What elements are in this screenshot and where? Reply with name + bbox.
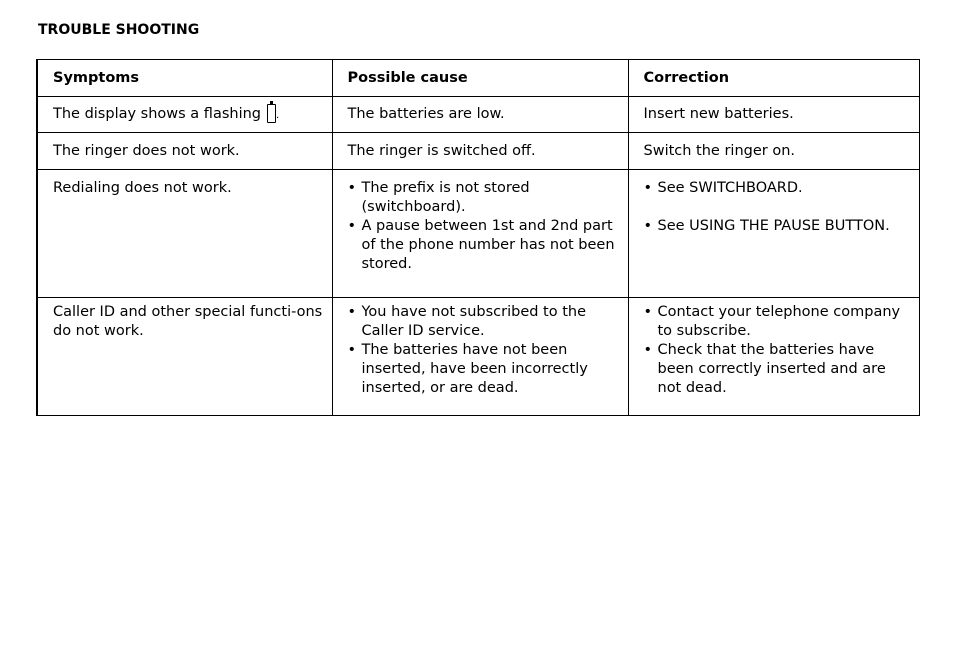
correction-list [644,303,911,398]
cause-cell [332,298,628,416]
cause-text: The ringer is switched off. [347,142,536,159]
correction-list [644,179,911,236]
correction-cell [628,97,919,133]
cause-cell [332,97,628,133]
cause-text: The batteries are low. [347,106,505,122]
list-item: • A pause between 1st and 2nd part of the phone number has not been stored. [348,217,620,274]
table-row [37,133,919,170]
cause-list [348,179,620,274]
symptom-cell [37,170,332,298]
table-row [37,298,919,416]
list-item: • You have not subscribed to the Caller ID service. [348,303,620,341]
list-item: • The prefix is not stored (switchboard). [348,179,620,217]
cause-cell [332,133,628,170]
battery-icon [267,104,276,123]
correction-text: Switch the ringer on. [643,142,795,159]
correction-cell [628,298,919,416]
cause-list [348,303,620,398]
table-row [37,97,919,133]
list-item: • The batteries have not been inserted, have been incorrectly inserted, or are dead. [348,341,620,398]
symptom-text: Caller ID and other special functi-ons do not work. [53,304,323,339]
troubleshooting-table [36,59,920,416]
list-item: • Check that the batteries have been correctly inserted and are not dead. [644,341,911,398]
symptom-suffix: . [276,110,280,121]
header-possible-cause: Possible cause [332,60,628,97]
table-row [37,170,919,298]
list-item: • See USING THE PAUSE BUTTON. [644,217,911,236]
list-item: • See SWITCHBOARD. [644,179,911,198]
symptom-cell [37,133,332,170]
header-symptoms: Symptoms [37,60,332,97]
list-item: • Contact your telephone company to subscribe. [644,303,911,341]
symptom-cell [37,298,332,416]
page-title: TROUBLE SHOOTING [38,22,200,38]
table-header-row [37,60,919,97]
symptom-text: The display shows a flashing [53,106,261,122]
correction-cell [628,133,919,170]
correction-text: Insert new batteries. [643,106,794,122]
symptom-text: Redialing does not work. [53,180,232,196]
correction-cell [628,170,919,298]
symptom-text: The ringer does not work. [53,142,240,159]
symptom-cell [37,97,332,133]
cause-cell [332,170,628,298]
header-correction: Correction [628,60,919,97]
